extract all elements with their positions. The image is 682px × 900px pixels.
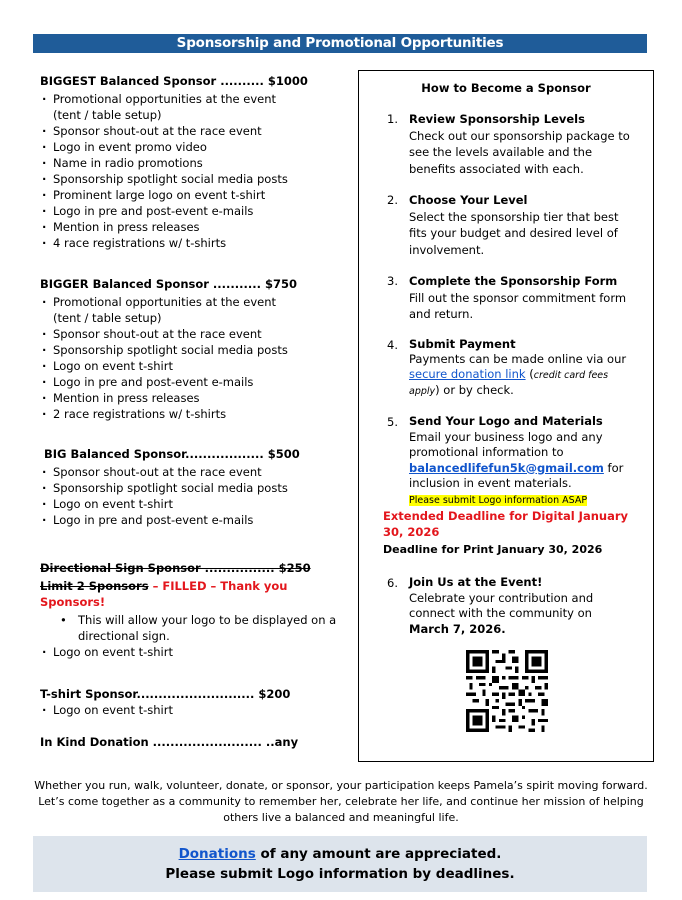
donations-text: of any amount are appreciated. <box>255 846 502 862</box>
step-number: 5. <box>387 415 398 429</box>
list-item: (tent / table setup) <box>53 108 162 122</box>
print-deadline: Deadline for Print January 30, 2026 <box>383 543 603 556</box>
page-title: Sponsorship and Promotional Opportunities <box>33 34 647 53</box>
step-text: Celebrate your contribution and connect with the community on <box>409 590 594 620</box>
event-date: March 7, 2026. <box>409 621 506 636</box>
step-body <box>409 575 639 637</box>
tier-tshirt-benefits <box>40 702 340 718</box>
list-item: · Sponsor shout-out at the race event <box>40 326 340 342</box>
tier-directional-limit: Limit 2 Sponsors <box>40 579 149 593</box>
tier-bigger-benefits <box>40 294 340 422</box>
fees-note: credit card fees apply <box>409 370 609 397</box>
tier-tshirt <box>40 686 340 718</box>
list-item: · Sponsorship spotlight social media posts <box>40 342 340 358</box>
list-item: · Logo on event t-shirt <box>40 358 340 374</box>
list-item: · Logo in pre and post-event e-mails <box>40 512 344 528</box>
step-number: 1. <box>387 112 398 126</box>
step-text: Fill out the sponsor commitment form and return. <box>409 290 627 321</box>
step-title: Choose Your Level <box>409 193 528 207</box>
list-item: · Sponsorship spotlight social media posts <box>40 171 340 187</box>
step-number: 6. <box>387 576 398 590</box>
tier-inkind-heading: In Kind Donation ......................... ..any <box>40 735 299 749</box>
step-body <box>409 273 639 323</box>
list-item: • This will allow your logo to be displayed on a directional sign. <box>68 612 340 644</box>
step-text-part: for inclusion in event materials. <box>409 460 624 490</box>
step-1 <box>389 111 639 177</box>
list-item: · Prominent large logo on event t-shirt <box>40 187 340 203</box>
how-to-become-sponsor-panel <box>358 70 654 762</box>
step-3 <box>389 273 639 323</box>
list-item: (tent / table setup) <box>53 311 162 325</box>
step-5 <box>389 414 639 508</box>
list-item: · Logo on event t-shirt <box>40 644 340 660</box>
step-text-part: ) or by check. <box>435 383 514 397</box>
step-body <box>409 192 639 258</box>
filled-notice: – FILLED – Thank you Sponsors! <box>40 579 288 609</box>
list-item: · Logo on event t-shirt <box>40 702 340 718</box>
closing-message: Whether you run, walk, volunteer, donate, or sponsor, your participation keeps Pamela’s spirit moving forward. Let’s come together as a community to remember her, celebrate her life, and continue her mission of helping others live a balanced and meaningful life. <box>34 779 648 824</box>
list-item: · Promotional opportunities at the event <box>40 294 340 310</box>
tier-inkind <box>40 734 340 750</box>
list-item: · Logo in event promo video <box>40 139 340 155</box>
list-item: · Mention in press releases <box>40 219 340 235</box>
list-item: · 2 race registrations w/ t-shirts <box>40 406 340 422</box>
logo-deadline-note: Please submit Logo information by deadlines. <box>165 866 515 882</box>
step-title: Complete the Sponsorship Form <box>409 274 618 288</box>
step-number: 3. <box>387 274 398 288</box>
step-text: Select the sponsorship tier that best fits your budget and desired level of involvement. <box>409 209 619 257</box>
step-4 <box>389 337 639 399</box>
donations-link[interactable]: Donations <box>178 846 256 862</box>
tier-tshirt-heading: T-shirt Sponsor........................... $200 <box>40 687 291 701</box>
digital-deadline: Extended Deadline for Digital January 30, 2026 <box>383 509 629 539</box>
tier-big-heading: BIG Balanced Sponsor.................. $500 <box>44 447 300 461</box>
step-body <box>409 111 639 177</box>
step-text <box>409 430 639 492</box>
tier-directional-heading: Directional Sign Sponsor ................ $250 <box>40 561 311 575</box>
step-body <box>409 414 639 508</box>
list-item: · Sponsorship spotlight social media posts <box>40 480 344 496</box>
step-text-part: Payments can be made online via our <box>409 352 627 366</box>
list-item: · Mention in press releases <box>40 390 340 406</box>
list-item: · Logo in pre and post-event e-mails <box>40 374 340 390</box>
list-item: · 4 race registrations w/ t-shirts <box>40 235 340 251</box>
step-title: Join Us at the Event! <box>409 575 543 589</box>
list-item: · Logo in pre and post-event e-mails <box>40 203 340 219</box>
step-text-part: ( <box>525 367 534 381</box>
secure-donation-link[interactable]: secure donation link <box>409 367 526 381</box>
step-title: Submit Payment <box>409 337 516 351</box>
tier-biggest <box>40 73 340 251</box>
tier-big-benefits <box>40 464 344 528</box>
step-title: Send Your Logo and Materials <box>409 414 603 428</box>
tier-biggest-heading: BIGGEST Balanced Sponsor .......... $1000 <box>40 74 308 88</box>
step-number: 4. <box>387 338 398 352</box>
tier-directional-details <box>40 612 340 644</box>
donations-line <box>33 844 647 864</box>
list-item: · Name in radio promotions <box>40 155 340 171</box>
tier-directional <box>40 560 340 660</box>
step-title: Review Sponsorship Levels <box>409 112 585 126</box>
step-text-part: Email your business logo and any promotional information to <box>409 429 603 459</box>
panel-title: How to Become a Sponsor <box>421 81 591 95</box>
list-item: · Sponsor shout-out at the race event <box>40 123 340 139</box>
qr-code-icon[interactable] <box>466 650 548 732</box>
step-number: 2. <box>387 193 398 207</box>
tier-big <box>44 446 344 528</box>
highlight-text: Please submit Logo information ASAP <box>409 494 588 506</box>
step-text: Check out our sponsorship package to see the levels available and the benefits associated with each. <box>409 128 630 176</box>
step-body <box>409 337 639 399</box>
step-6 <box>389 575 639 637</box>
step-2 <box>389 192 639 258</box>
list-item: · Sponsor shout-out at the race event <box>40 464 344 480</box>
tier-directional-benefits <box>40 644 340 660</box>
email-link[interactable]: balancedlifefun5k@gmail.com <box>409 460 604 475</box>
list-item: · Promotional opportunities at the event <box>40 91 340 107</box>
tier-biggest-benefits <box>40 91 340 251</box>
donations-banner <box>33 836 647 892</box>
step-text <box>409 352 639 399</box>
logo-asap-note <box>409 492 639 509</box>
tier-bigger <box>40 276 340 422</box>
tier-directional-status <box>40 578 340 610</box>
list-item: · Logo on event t-shirt <box>40 496 344 512</box>
tier-bigger-heading: BIGGER Balanced Sponsor ........... $750 <box>40 277 297 291</box>
